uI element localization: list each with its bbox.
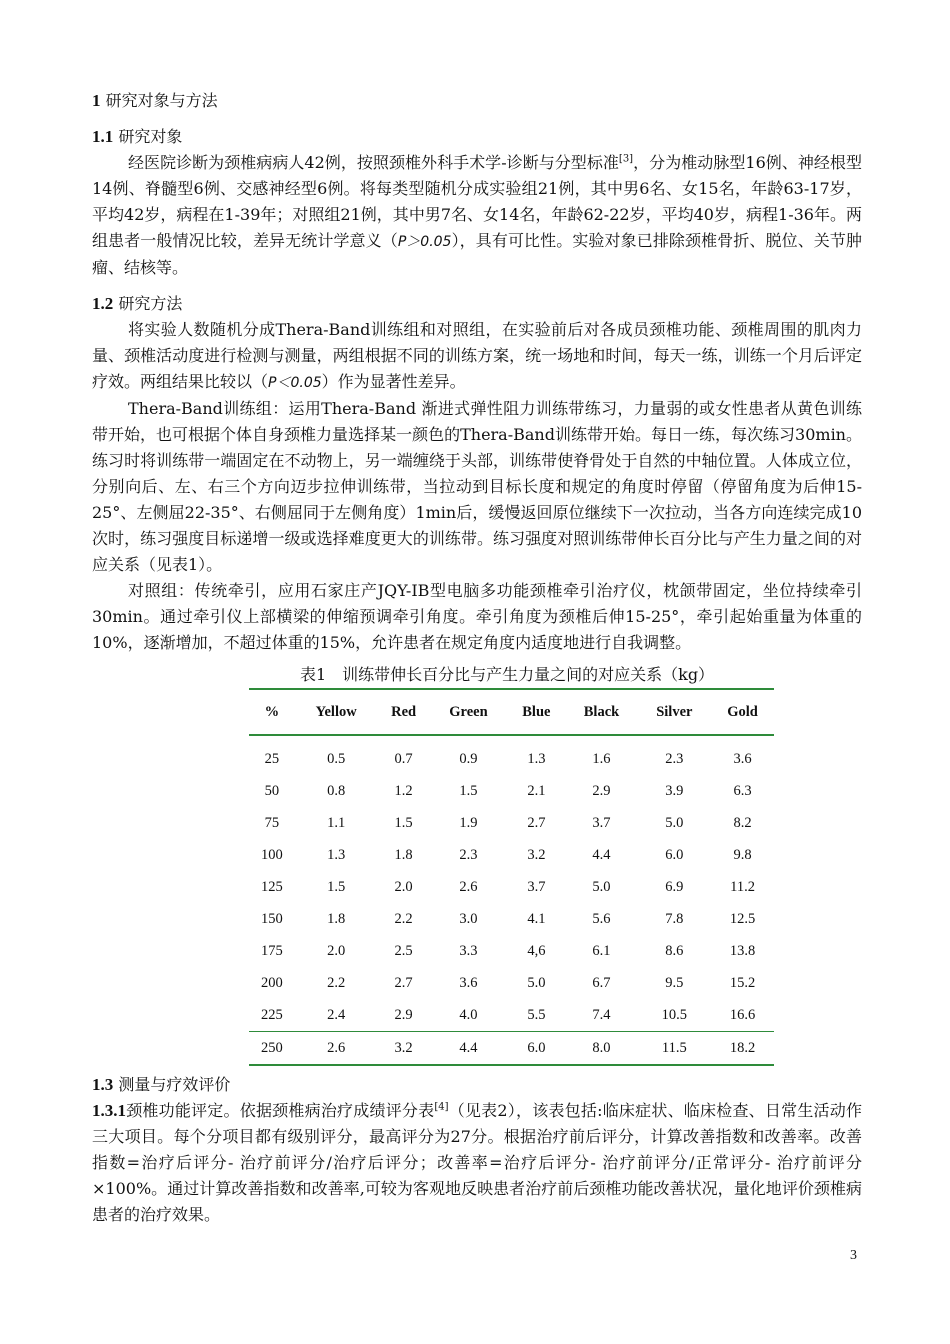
table-cell: 8.0 bbox=[565, 1032, 637, 1066]
table-cell: 4.4 bbox=[430, 1032, 508, 1066]
table-cell: 3.2 bbox=[527, 846, 546, 863]
section-number: 1 bbox=[92, 91, 101, 110]
table-header-row bbox=[249, 689, 774, 735]
section-1-heading bbox=[92, 88, 862, 114]
table-row bbox=[249, 807, 774, 839]
table-cell: 1.5 bbox=[394, 814, 413, 831]
table-cell: 125 bbox=[260, 878, 283, 895]
table-cell: 6.0 bbox=[665, 846, 684, 863]
table-cell: 13.8 bbox=[729, 942, 756, 959]
section-title: 研究对象 bbox=[118, 127, 183, 146]
paper-page bbox=[92, 84, 862, 1228]
table-cell: 2.3 bbox=[459, 846, 478, 863]
table-cell: 11.2 bbox=[730, 878, 755, 895]
table-row bbox=[249, 935, 774, 967]
section-number: 1.1 bbox=[92, 127, 114, 146]
table-cell: 8.2 bbox=[733, 814, 752, 831]
header-cell: Red bbox=[378, 689, 430, 735]
table-cell: 2.2 bbox=[327, 974, 346, 991]
table-cell: 2.2 bbox=[394, 910, 413, 927]
table-cell: 2.7 bbox=[527, 814, 546, 831]
table-cell: 12.5 bbox=[729, 910, 756, 927]
table-cell: 3.6 bbox=[459, 974, 478, 991]
table-cell: 1.8 bbox=[394, 846, 413, 863]
table-cell: 1.8 bbox=[327, 910, 346, 927]
table-1 bbox=[92, 662, 862, 1066]
table-cell: 50 bbox=[264, 782, 280, 799]
table-cell: 3.7 bbox=[592, 814, 611, 831]
p-value: P＞0.05 bbox=[397, 234, 452, 250]
table-cell: 75 bbox=[264, 814, 280, 831]
table-cell: 2.0 bbox=[327, 942, 346, 959]
page-number: 3 bbox=[850, 1248, 857, 1263]
table-cell: 6.3 bbox=[733, 782, 752, 799]
table-cell: 8.6 bbox=[665, 942, 684, 959]
table-cell: 2.4 bbox=[327, 1006, 346, 1023]
table-row bbox=[249, 871, 774, 903]
table-cell: 11.5 bbox=[638, 1032, 712, 1066]
paragraph-control-group: 对照组：传统牵引，应用石家庄产JQY-IB型电脑多功能颈椎牵引治疗仪，枕颌带固定，坐位持续牵引30min。通过牵引仪上部横梁的伸缩预调牵引角度。牵引角度为颈椎后伸15-25°，牵引起始重量为体重的10%，逐渐增加，不超过体重的15%，允许患者在规定角度内适度地进行自我调整。 bbox=[92, 581, 862, 652]
table-cell: 6.1 bbox=[592, 942, 611, 959]
table-cell: 6.9 bbox=[665, 878, 684, 895]
section-1-2-heading bbox=[92, 291, 862, 317]
header-cell: Black bbox=[565, 689, 637, 735]
table-cell: 3.9 bbox=[665, 782, 684, 799]
table-cell: 4.1 bbox=[527, 910, 546, 927]
table-cell: 2.9 bbox=[592, 782, 611, 799]
table-cell: 4.4 bbox=[592, 846, 611, 863]
table-cell: 7.4 bbox=[592, 1006, 611, 1023]
table-cell: 3.2 bbox=[378, 1032, 430, 1066]
header-cell: % bbox=[249, 689, 295, 735]
table-cell: 16.6 bbox=[729, 1006, 756, 1023]
table-cell: 0.7 bbox=[394, 750, 413, 767]
section-number: 1.3 bbox=[92, 1075, 114, 1094]
table-cell: 5.6 bbox=[592, 910, 611, 927]
table-row bbox=[249, 903, 774, 935]
citation-ref: [3] bbox=[618, 153, 634, 165]
p-value: P＜0.05 bbox=[268, 375, 322, 391]
section-1-3-heading bbox=[92, 1072, 862, 1098]
header-cell: Blue bbox=[507, 689, 565, 735]
table-row bbox=[249, 1032, 774, 1066]
table-cell: 0.8 bbox=[327, 782, 346, 799]
table-cell: 1.9 bbox=[459, 814, 478, 831]
table-cell: 3.6 bbox=[733, 750, 752, 767]
table-cell: 2.6 bbox=[459, 878, 478, 895]
table-cell: 10.5 bbox=[661, 1006, 688, 1023]
paragraph-subjects: 经医院诊断为颈椎病病人42例，按照颈椎外科手术学-诊断与分型标准[3]，分为椎动脉型16例、神经根型14例、脊髓型6例、交感神经型6例。将每类型随机分成实验组21例，其中男6名、女15名，年龄63-17岁，平均42岁，病程在1-39年；对照组21例，其中男7名、女14名，年龄62-22岁，平均40岁，病程1-36年。两组患者一般情况比较，差异无统计学意义（P＞0.05），具有可比性。实验对象已排除颈椎骨折、脱位、关节肿瘤、结核等。 bbox=[92, 153, 862, 277]
table-cell: 3.0 bbox=[459, 910, 478, 927]
table-cell: 2.6 bbox=[295, 1032, 378, 1066]
table-cell: 6.0 bbox=[507, 1032, 565, 1066]
citation-ref: [4] bbox=[434, 1101, 449, 1113]
table-cell: 5.0 bbox=[527, 974, 546, 991]
table-cell: 1.5 bbox=[459, 782, 478, 799]
section-number: 1.2 bbox=[92, 294, 114, 313]
header-cell: Gold bbox=[711, 689, 774, 735]
table-cell: 18.2 bbox=[711, 1032, 774, 1066]
table-cell: 2.5 bbox=[394, 942, 413, 959]
table-cell: 2.0 bbox=[394, 878, 413, 895]
table-cell: 6.7 bbox=[592, 974, 611, 991]
table-cell: 9.5 bbox=[665, 974, 684, 991]
table-cell: 225 bbox=[260, 1006, 283, 1023]
data-table bbox=[249, 688, 774, 1066]
table-cell: 7.8 bbox=[665, 910, 684, 927]
table-cell: 1.3 bbox=[327, 846, 346, 863]
table-cell: 5.5 bbox=[527, 1006, 546, 1023]
table-cell: 250 bbox=[249, 1032, 295, 1066]
table-cell: 4,6 bbox=[527, 942, 546, 959]
section-1-1-heading bbox=[92, 124, 862, 150]
table-cell: 2.1 bbox=[527, 782, 546, 799]
header-cell: Yellow bbox=[295, 689, 378, 735]
table-cell: 15.2 bbox=[729, 974, 756, 991]
table-cell: 25 bbox=[264, 750, 280, 767]
table-cell: 0.9 bbox=[459, 750, 478, 767]
table-row bbox=[249, 999, 774, 1032]
table-row bbox=[249, 839, 774, 871]
table-cell: 4.0 bbox=[459, 1006, 478, 1023]
subsection-number: 1.3.1 bbox=[92, 1101, 126, 1120]
table-cell: 1.5 bbox=[327, 878, 346, 895]
table-cell: 3.3 bbox=[459, 942, 478, 959]
paragraph-methods: 将实验人数随机分成Thera-Band训练组和对照组，在实验前后对各成员颈椎功能、颈椎周围的肌肉力量、颈椎活动度进行检测与测量，两组根据不同的训练方案，统一场地和时间，每天一练，训练一个月后评定疗效。两组结果比较以（P＜0.05）作为显著性差异。 bbox=[92, 320, 862, 391]
table-cell: 2.7 bbox=[394, 974, 413, 991]
table-row bbox=[249, 735, 774, 775]
header-cell: Silver bbox=[638, 689, 712, 735]
paragraph-function-assessment: 1.3.1颈椎功能评定。依据颈椎病治疗成绩评分表[4]（见表2），该表包括:临床症状、临床检查、日常生活动作三大项目。每个分项目都有级别评分，最高评分为27分。根据治疗前后评分，计算改善指数和改善率。改善指数=治疗后评分- 治疗前评分/治疗后评分；改善率=治疗后评分- 治疗前评分/正常评分- 治疗前评分×100%。通过计算改善指数和改善率,可较为客观地反映患者治疗前后颈椎功能改善状况，量化地评价颈椎病患者的治疗效果。 bbox=[92, 1101, 862, 1224]
table-cell: 100 bbox=[260, 846, 283, 863]
table-cell: 3.7 bbox=[527, 878, 546, 895]
table-cell: 0.5 bbox=[327, 750, 346, 767]
table-row bbox=[249, 967, 774, 999]
table-cell: 150 bbox=[260, 910, 283, 927]
table-cell: 2.3 bbox=[665, 750, 684, 767]
table-cell: 5.0 bbox=[592, 878, 611, 895]
section-title: 研究方法 bbox=[118, 294, 183, 313]
section-title: 测量与疗效评价 bbox=[118, 1075, 231, 1094]
table-cell: 175 bbox=[260, 942, 283, 959]
header-cell: Green bbox=[430, 689, 508, 735]
table-cell: 1.2 bbox=[394, 782, 413, 799]
paragraph-theraband-group: Thera-Band训练组：运用Thera-Band 渐进式弹性阻力训练带练习，力量弱的或女性患者从黄色训练带开始，也可根据个体自身颈椎力量选择某一颜色的Thera-Band训练带开始。每日一练，每次练习30min。练习时将训练带一端固定在不动物上，另一端缠绕于头部，训练带使脊骨处于自然的中轴位置。人体成立位，分别向后、左、右三个方向迈步拉伸训练带，当拉动到目标长度和规定的角度时停留（停留角度为后伸15-25°、左侧屈22-35°、右侧屈同于左侧角度）1min后，缓慢返回原位继续下一次拉动，当各方向连续完成10次时，练习强度目标递增一级或选择难度更大的训练带。练习强度对照训练带伸长百分比与产生力量之间的对应关系（见表1）。 bbox=[92, 399, 862, 574]
table-cell: 1.3 bbox=[527, 750, 546, 767]
section-title: 研究对象与方法 bbox=[105, 91, 218, 110]
table-row bbox=[249, 775, 774, 807]
table-cell: 9.8 bbox=[733, 846, 752, 863]
table-cell: 1.6 bbox=[592, 750, 611, 767]
table-cell: 2.9 bbox=[394, 1006, 413, 1023]
table-cell: 5.0 bbox=[665, 814, 684, 831]
table-cell: 1.1 bbox=[327, 814, 346, 831]
table-cell: 200 bbox=[260, 974, 283, 991]
table-caption: 表1 训练带伸长百分比与产生力量之间的对应关系（kg） bbox=[299, 665, 715, 684]
